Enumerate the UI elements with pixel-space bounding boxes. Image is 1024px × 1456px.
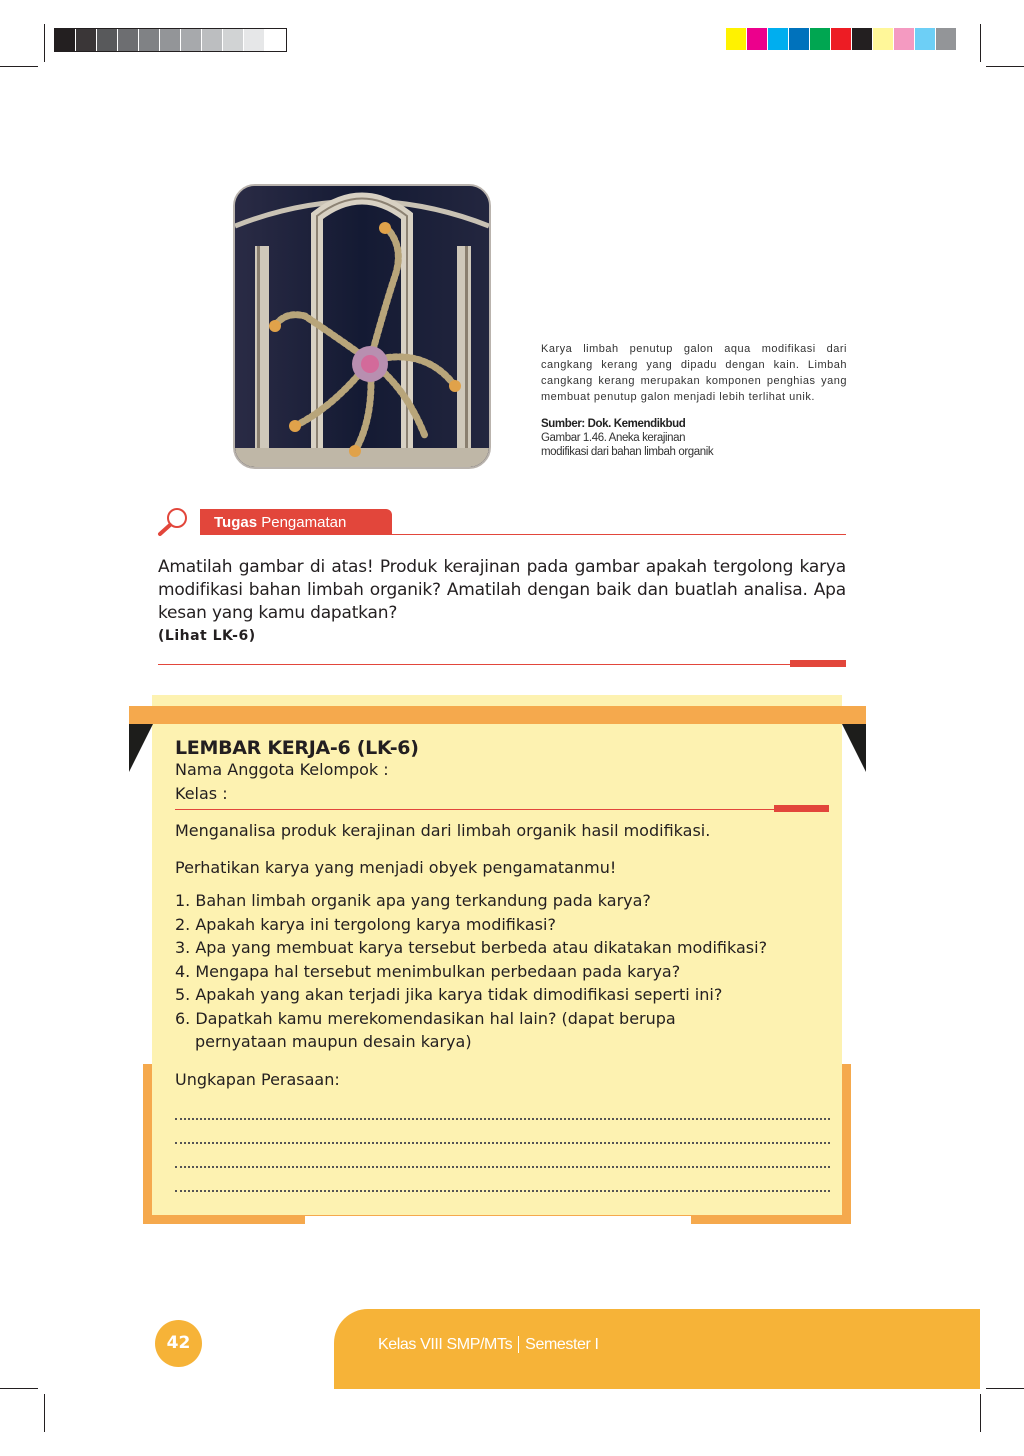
color-swatch xyxy=(244,29,265,51)
color-swatch xyxy=(873,28,894,50)
color-swatch xyxy=(894,28,915,50)
crop-mark xyxy=(0,66,38,67)
answer-line[interactable] xyxy=(175,1190,830,1194)
color-swatch xyxy=(160,29,181,51)
page-number: 42 xyxy=(155,1320,202,1367)
worksheet-band xyxy=(129,706,866,724)
color-swatch xyxy=(223,29,244,51)
tugas-rest: Pengamatan xyxy=(261,514,347,531)
tugas-bold: Tugas xyxy=(214,514,258,531)
divider-accent xyxy=(774,805,829,812)
figure-label-cont: modifikasi dari bahan limbah organik xyxy=(541,446,714,458)
feeling-label: Ungkapan Perasaan: xyxy=(175,1070,340,1089)
color-swatch xyxy=(915,28,936,50)
color-swatch xyxy=(265,29,286,51)
color-swatch xyxy=(76,29,97,51)
tugas-body: Amatilah gambar di atas! Produk kerajinan pada gambar apakah tergolong karya modifikasi bahan limbah organik? Amatilah dengan baik dan buatlah analisa. Apa kesan yang kamu dapatkan? xyxy=(158,557,846,623)
color-bar xyxy=(726,28,957,50)
tugas-reference: (Lihat LK-6) xyxy=(158,628,256,644)
divider-accent xyxy=(790,660,846,667)
question-list xyxy=(175,889,835,1054)
question-item: 4. Mengapa hal tersebut menimbulkan perbedaan pada karya? xyxy=(175,961,681,981)
footer-semester: Semester I xyxy=(525,1336,599,1353)
class-field: Kelas : xyxy=(175,784,228,803)
question-item: 3. Apa yang membuat karya tersebut berbeda atau dikatakan modifikasi? xyxy=(175,938,768,957)
crop-mark xyxy=(986,66,1024,67)
color-swatch xyxy=(181,29,202,51)
crop-mark xyxy=(980,24,981,62)
question-item: 2. Apakah karya ini tergolong karya modifikasi? xyxy=(175,914,556,934)
color-swatch xyxy=(831,28,852,50)
crop-mark xyxy=(986,1388,1024,1389)
color-swatch xyxy=(97,29,118,51)
divider xyxy=(175,809,829,810)
color-swatch xyxy=(55,29,76,51)
tugas-header xyxy=(200,509,392,535)
color-swatch xyxy=(789,28,810,50)
color-swatch xyxy=(852,28,873,50)
divider xyxy=(200,534,846,535)
crop-mark xyxy=(0,1388,38,1389)
worksheet-intro: Menganalisa produk kerajinan dari limbah organik hasil modifikasi. xyxy=(175,821,711,840)
answer-line[interactable] xyxy=(175,1142,830,1146)
color-swatch xyxy=(202,29,223,51)
figure-caption: Karya limbah penutup galon aqua modifikasi dari cangkang kerang yang dipadu dengan kain. Limbah cangkang kerang merupakan komponen penghias yang membuat penutup galon menjadi lebih terlihat unik. xyxy=(541,343,847,403)
band-fold-left xyxy=(129,724,153,772)
answer-line[interactable] xyxy=(175,1166,830,1170)
color-swatch xyxy=(810,28,831,50)
color-swatch xyxy=(118,29,139,51)
grayscale-bar xyxy=(54,28,287,52)
footer-separator xyxy=(518,1336,519,1353)
worksheet-instruction: Perhatikan karya yang menjadi obyek pengamatanmu! xyxy=(175,858,617,877)
source-credit: Sumber: Dok. Kemendikbud xyxy=(541,418,686,430)
magnifier-icon xyxy=(157,506,191,536)
figure-source xyxy=(541,417,841,459)
question-item-cont: pernyataan maupun desain karya) xyxy=(195,1032,472,1051)
group-members-field: Nama Anggota Kelompok : xyxy=(175,760,389,779)
footer-class: Kelas VIII SMP/MTs xyxy=(378,1336,513,1353)
color-swatch xyxy=(747,28,768,50)
worksheet-title: LEMBAR KERJA-6 (LK-6) xyxy=(175,737,419,759)
question-item: 5. Apakah yang akan terjadi jika karya tidak dimodifikasi seperti ini? xyxy=(175,985,723,1004)
crop-mark xyxy=(44,24,45,62)
question-item: 6. Dapatkah kamu merekomendasikan hal lain? (dapat berupa xyxy=(175,1008,676,1028)
question-item: 1. Bahan limbah organik apa yang terkandung pada karya? xyxy=(175,891,651,910)
crop-mark xyxy=(44,1394,45,1432)
answer-line[interactable] xyxy=(175,1118,830,1122)
worksheet-frame-gap xyxy=(305,1216,691,1228)
color-swatch xyxy=(768,28,789,50)
footer-text xyxy=(378,1336,599,1354)
color-swatch xyxy=(139,29,160,51)
figure-label: Gambar 1.46. Aneka kerajinan xyxy=(541,432,686,444)
shell-craft-photo xyxy=(233,184,491,469)
crop-mark xyxy=(980,1394,981,1432)
color-swatch xyxy=(726,28,747,50)
color-swatch xyxy=(936,28,957,50)
band-fold-right xyxy=(842,724,866,772)
divider xyxy=(158,664,846,665)
